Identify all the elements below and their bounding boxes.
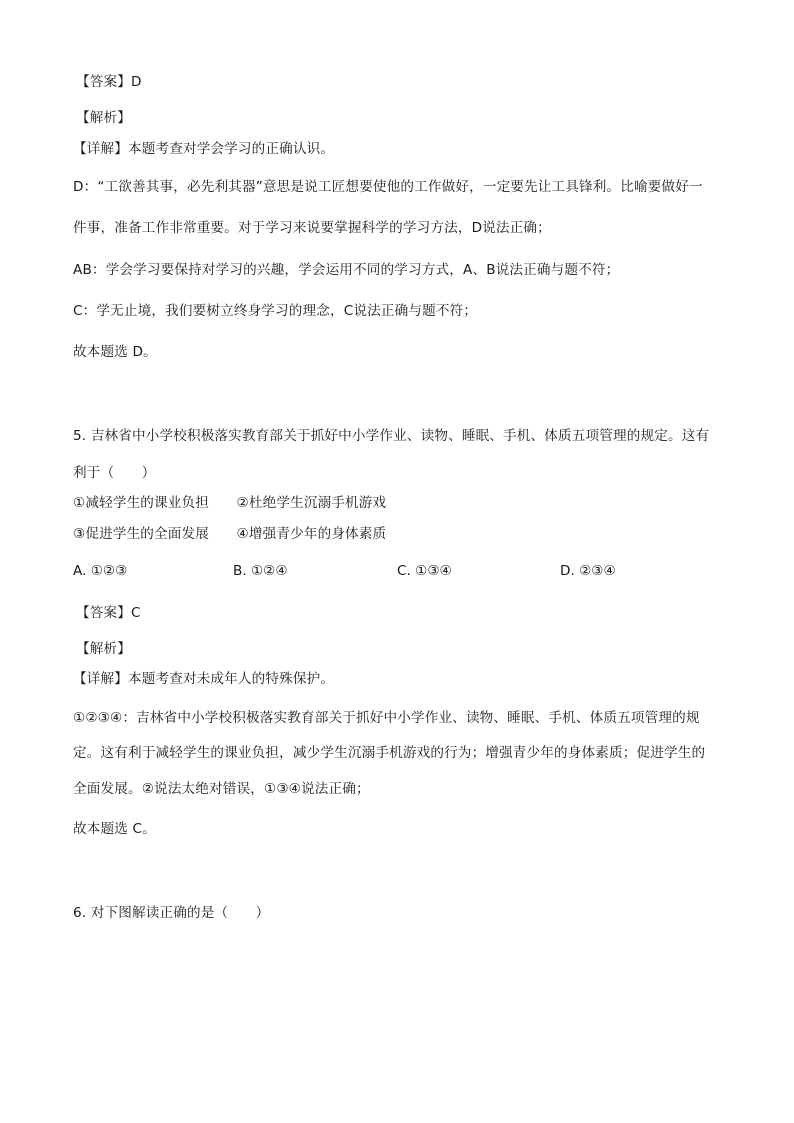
q5-option-d: D. ②③④ <box>560 563 616 579</box>
q5-stem-line-1: 5. 吉林省中小学校积极落实教育部关于抓好中小学作业、读物、睡眠、手机、体质五项管理的规定。这有 <box>73 428 710 444</box>
q4-explanation-line-2: 件事，准备工作非常重要。对于学习来说要掌握科学的学习方法，D说法正确； <box>73 220 551 236</box>
q6-stem: 6. 对下图解读正确的是（ ） <box>73 905 270 921</box>
q4-answer: 【答案】D <box>76 74 142 90</box>
q5-detail: 【详解】本题考查对未成年人的特殊保护。 <box>73 671 335 687</box>
q4-detail: 【详解】本题考查对学会学习的正确认识。 <box>73 141 335 157</box>
q5-analysis-label: 【解析】 <box>76 641 131 657</box>
q5-conclusion: 故本题选 C。 <box>73 821 156 837</box>
q4-conclusion: 故本题选 D。 <box>73 344 157 360</box>
q5-explanation-line-3: 全面发展。②说法太绝对错误，①③④说法正确； <box>73 781 370 797</box>
q4-explanation-c: C：学无止境，我们要树立终身学习的理念，C说法正确与题不符； <box>73 303 478 319</box>
q5-stem-line-2: 利于（ ） <box>73 465 156 481</box>
q4-analysis-label: 【解析】 <box>76 110 131 126</box>
q5-option-a: A. ①②③ <box>73 563 128 579</box>
q5-answer: 【答案】C <box>76 605 141 621</box>
q5-items-line-2: ③促进学生的全面发展 ④增强青少年的身体素质 <box>73 526 387 542</box>
q5-explanation-line-2: 定。这有利于减轻学生的课业负担，减少学生沉溺手机游戏的行为；增强青少年的身体素质；促进学生的 <box>73 745 706 761</box>
q4-explanation-line-1: D：“工欲善其事，必先利其器”意思是说工匠想要使他的工作做好，一定要先让工具锋利。比喻要做好一 <box>73 179 703 195</box>
q5-option-b: B. ①②④ <box>233 563 288 579</box>
q5-explanation-line-1: ①②③④：吉林省中小学校积极落实教育部关于抓好中小学作业、读物、睡眠、手机、体质五项管理的规 <box>73 710 700 726</box>
q5-option-c: C. ①③④ <box>397 563 452 579</box>
q4-explanation-ab: AB：学会学习要保持对学习的兴趣，学会运用不同的学习方式，A、B说法正确与题不符； <box>73 262 620 278</box>
q5-items-line-1: ①减轻学生的课业负担 ②杜绝学生沉溺手机游戏 <box>73 495 387 511</box>
